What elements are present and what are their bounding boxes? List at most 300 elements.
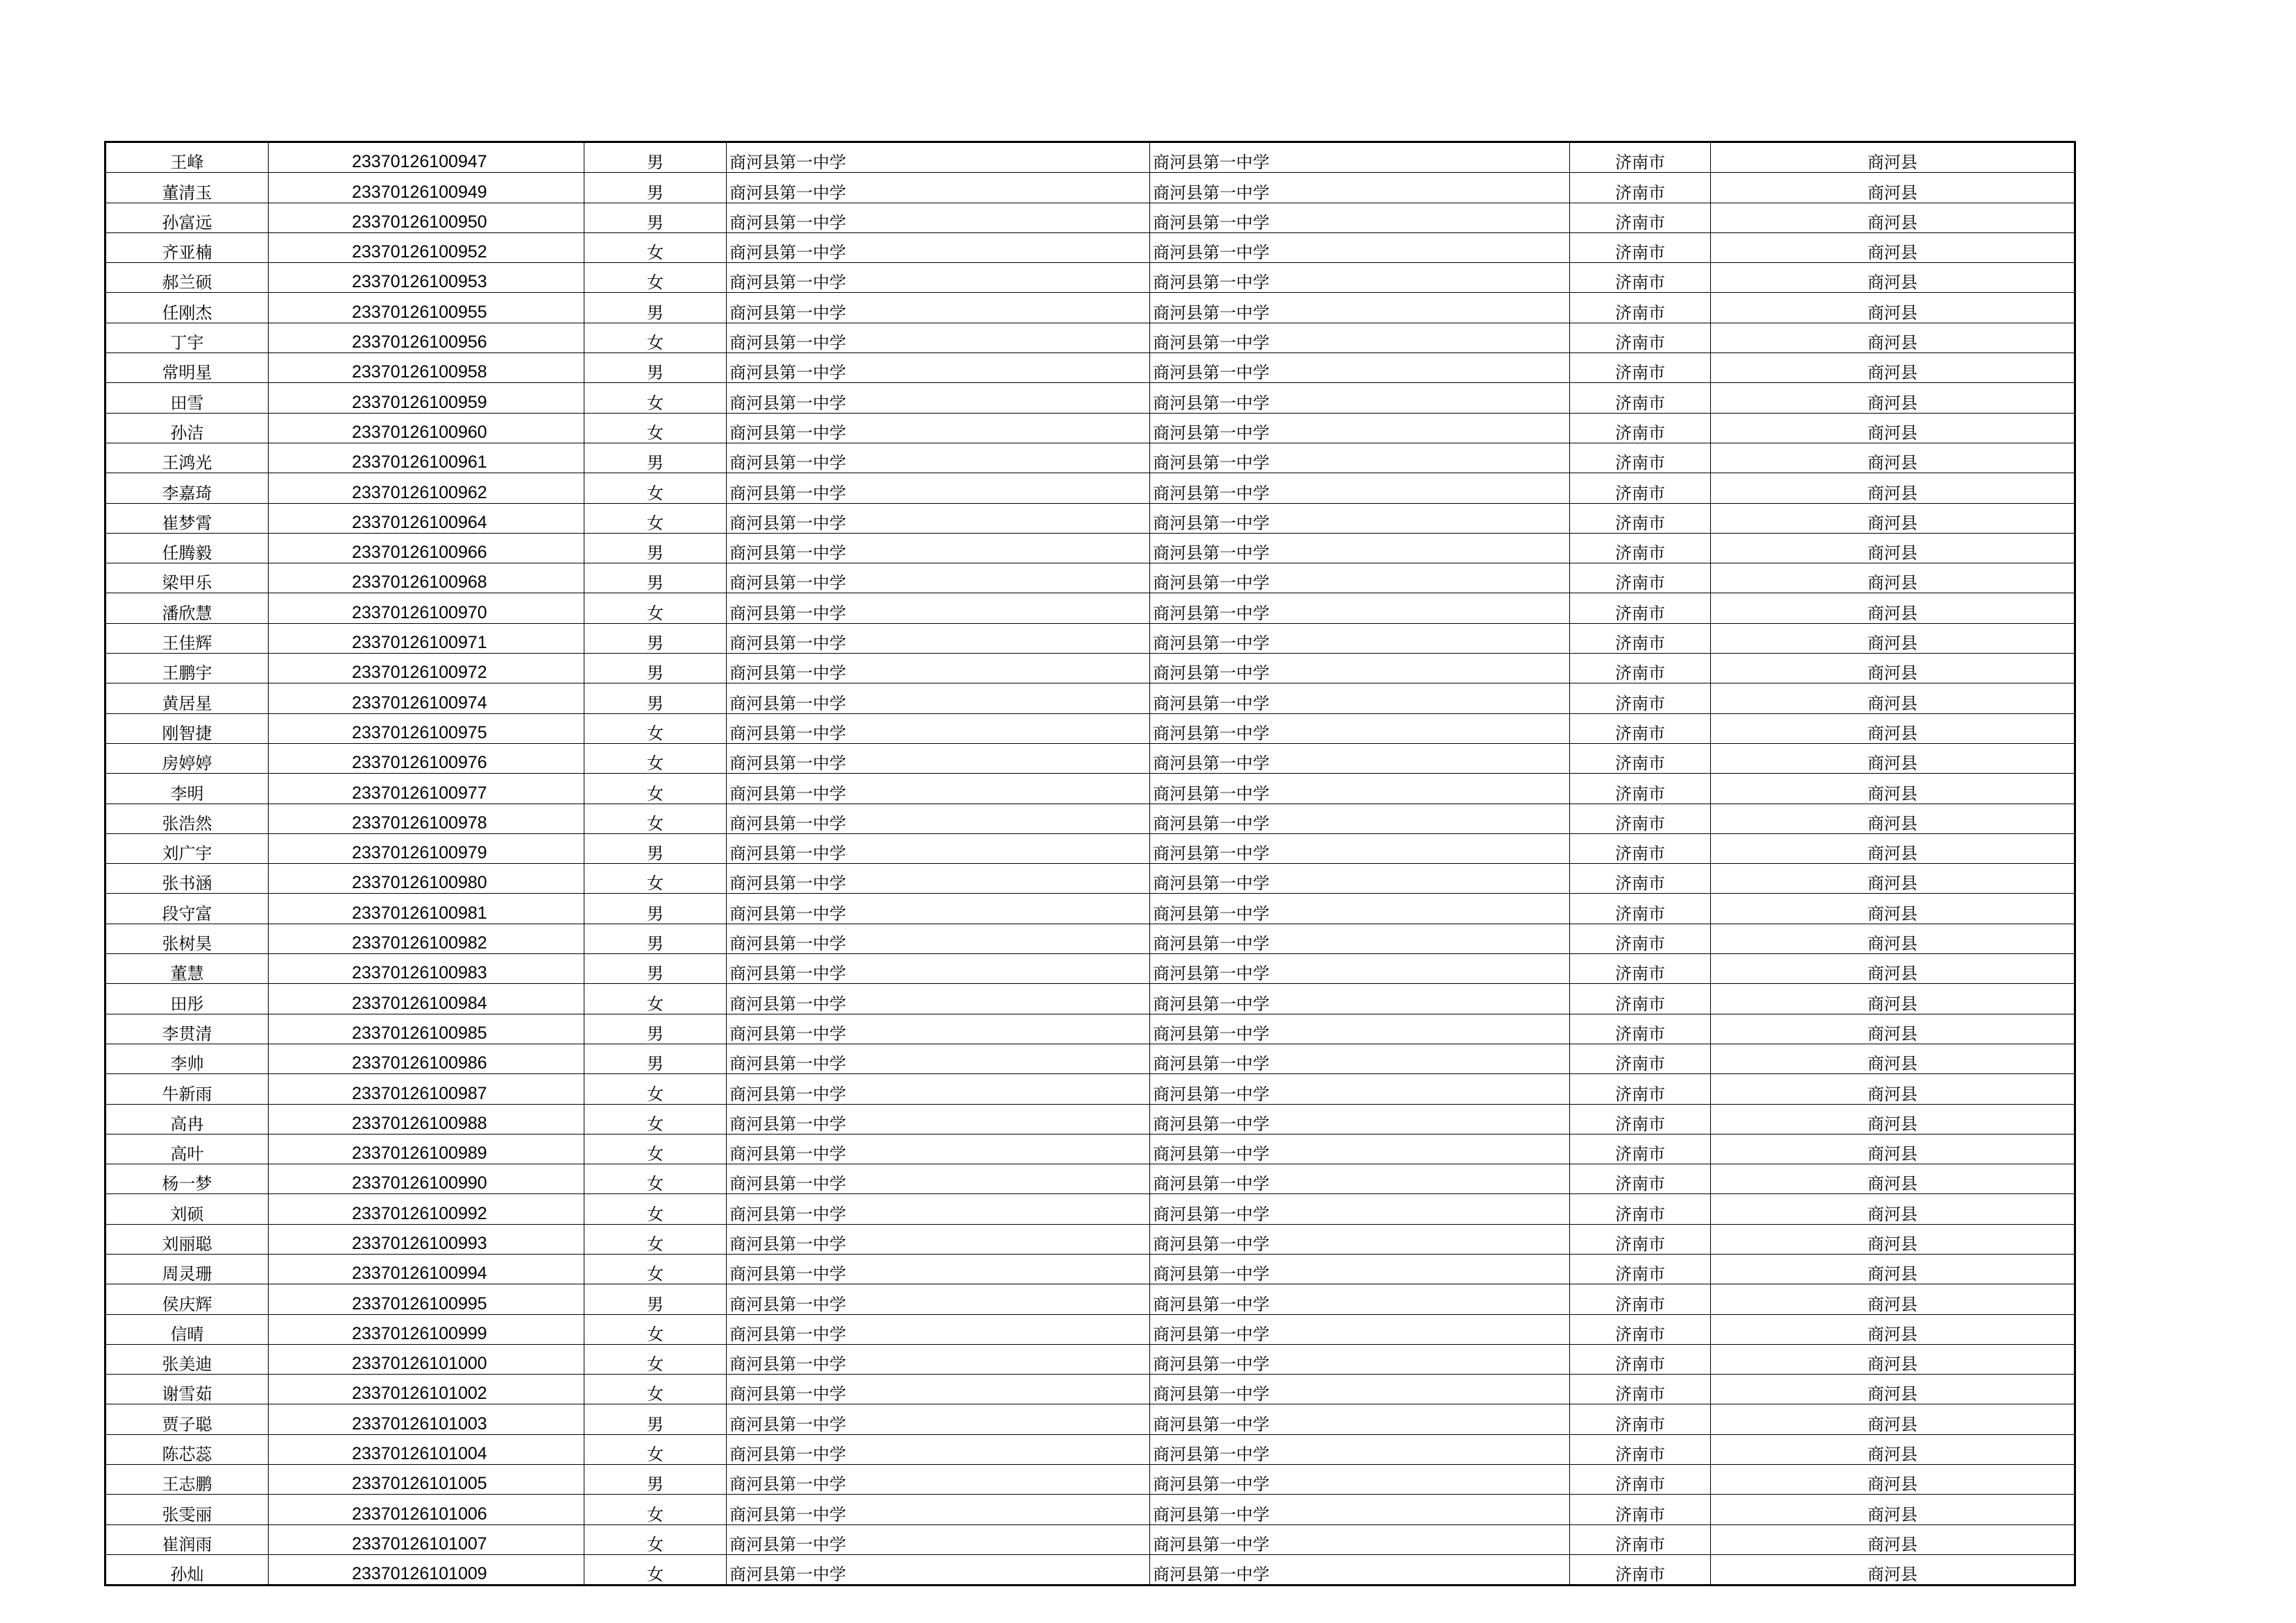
school-cell: 商河县第一中学	[727, 173, 1150, 203]
exam-school-cell: 商河县第一中学	[1150, 1224, 1570, 1254]
exam-number-cell: 23370126100988	[269, 1104, 584, 1134]
school-cell: 商河县第一中学	[727, 1224, 1150, 1254]
exam-school-cell: 商河县第一中学	[1150, 654, 1570, 683]
gender-cell: 男	[584, 623, 727, 653]
city-cell: 济南市	[1570, 533, 1711, 563]
table-row	[105, 173, 2075, 203]
city-cell: 济南市	[1570, 804, 1711, 833]
gender-cell: 女	[584, 743, 727, 773]
county-cell: 商河县	[1711, 142, 2075, 173]
exam-school-cell: 商河县第一中学	[1150, 894, 1570, 924]
county-cell: 商河县	[1711, 654, 2075, 683]
school-cell: 商河县第一中学	[727, 743, 1150, 773]
city-cell: 济南市	[1570, 203, 1711, 232]
table-row	[105, 713, 2075, 743]
exam-school-cell: 商河县第一中学	[1150, 804, 1570, 833]
exam-school-cell: 商河县第一中学	[1150, 1014, 1570, 1044]
student-name-cell: 张雯丽	[105, 1495, 269, 1524]
exam-school-cell: 商河县第一中学	[1150, 473, 1570, 503]
student-name-cell: 李嘉琦	[105, 473, 269, 503]
school-cell: 商河县第一中学	[727, 623, 1150, 653]
city-cell: 济南市	[1570, 353, 1711, 383]
exam-number-cell: 23370126100978	[269, 804, 584, 833]
school-cell: 商河县第一中学	[727, 804, 1150, 833]
gender-cell: 男	[584, 1014, 727, 1044]
county-cell: 商河县	[1711, 1404, 2075, 1434]
student-name-cell: 房婷婷	[105, 743, 269, 773]
table-row	[105, 1134, 2075, 1164]
county-cell: 商河县	[1711, 1164, 2075, 1194]
exam-school-cell: 商河县第一中学	[1150, 443, 1570, 473]
student-name-cell: 信晴	[105, 1314, 269, 1344]
city-cell: 济南市	[1570, 1524, 1711, 1554]
city-cell: 济南市	[1570, 1044, 1711, 1073]
school-cell: 商河县第一中学	[727, 713, 1150, 743]
student-name-cell: 董清玉	[105, 173, 269, 203]
city-cell: 济南市	[1570, 1284, 1711, 1314]
student-name-cell: 侯庆辉	[105, 1284, 269, 1314]
school-cell: 商河县第一中学	[727, 593, 1150, 623]
student-name-cell: 杨一梦	[105, 1164, 269, 1194]
exam-number-cell: 23370126101006	[269, 1495, 584, 1524]
exam-number-cell: 23370126100971	[269, 623, 584, 653]
exam-number-cell: 23370126100980	[269, 864, 584, 894]
student-name-cell: 潘欣慧	[105, 593, 269, 623]
school-cell: 商河县第一中学	[727, 1554, 1150, 1585]
city-cell: 济南市	[1570, 563, 1711, 593]
county-cell: 商河县	[1711, 383, 2075, 413]
student-name-cell: 崔梦霄	[105, 503, 269, 533]
student-name-cell: 周灵珊	[105, 1254, 269, 1284]
city-cell: 济南市	[1570, 1314, 1711, 1344]
city-cell: 济南市	[1570, 924, 1711, 953]
city-cell: 济南市	[1570, 1404, 1711, 1434]
table-row	[105, 232, 2075, 262]
county-cell: 商河县	[1711, 804, 2075, 833]
table-row	[105, 683, 2075, 713]
exam-number-cell: 23370126100949	[269, 173, 584, 203]
exam-number-cell: 23370126100961	[269, 443, 584, 473]
exam-school-cell: 商河县第一中学	[1150, 593, 1570, 623]
county-cell: 商河县	[1711, 473, 2075, 503]
gender-cell: 女	[584, 1524, 727, 1554]
table-row	[105, 1314, 2075, 1344]
city-cell: 济南市	[1570, 1134, 1711, 1164]
exam-school-cell: 商河县第一中学	[1150, 1284, 1570, 1314]
school-cell: 商河县第一中学	[727, 263, 1150, 293]
school-cell: 商河县第一中学	[727, 1495, 1150, 1524]
exam-number-cell: 23370126100994	[269, 1254, 584, 1284]
gender-cell: 男	[584, 533, 727, 563]
county-cell: 商河县	[1711, 623, 2075, 653]
school-cell: 商河县第一中学	[727, 1134, 1150, 1164]
student-name-cell: 刘广宇	[105, 833, 269, 863]
student-list-sheet	[104, 141, 2074, 1586]
gender-cell: 男	[584, 203, 727, 232]
school-cell: 商河县第一中学	[727, 654, 1150, 683]
exam-school-cell: 商河县第一中学	[1150, 1495, 1570, 1524]
city-cell: 济南市	[1570, 323, 1711, 352]
table-row	[105, 1284, 2075, 1314]
county-cell: 商河县	[1711, 1074, 2075, 1104]
gender-cell: 女	[584, 1254, 727, 1284]
exam-number-cell: 23370126101002	[269, 1375, 584, 1404]
gender-cell: 男	[584, 1404, 727, 1434]
student-name-cell: 孙富远	[105, 203, 269, 232]
student-name-cell: 董慧	[105, 954, 269, 984]
student-name-cell: 张树昊	[105, 924, 269, 953]
table-row	[105, 1194, 2075, 1224]
city-cell: 济南市	[1570, 1465, 1711, 1495]
city-cell: 济南市	[1570, 683, 1711, 713]
table-row	[105, 293, 2075, 323]
county-cell: 商河县	[1711, 1344, 2075, 1374]
student-name-cell: 田彤	[105, 984, 269, 1014]
county-cell: 商河县	[1711, 1224, 2075, 1254]
city-cell: 济南市	[1570, 833, 1711, 863]
exam-school-cell: 商河县第一中学	[1150, 774, 1570, 804]
city-cell: 济南市	[1570, 173, 1711, 203]
student-name-cell: 李帅	[105, 1044, 269, 1073]
exam-number-cell: 23370126100962	[269, 473, 584, 503]
table-body	[105, 142, 2075, 1586]
school-cell: 商河县第一中学	[727, 864, 1150, 894]
exam-number-cell: 23370126101004	[269, 1434, 584, 1464]
table-row	[105, 533, 2075, 563]
exam-school-cell: 商河县第一中学	[1150, 173, 1570, 203]
gender-cell: 女	[584, 774, 727, 804]
exam-school-cell: 商河县第一中学	[1150, 1104, 1570, 1134]
city-cell: 济南市	[1570, 232, 1711, 262]
gender-cell: 女	[584, 1554, 727, 1585]
gender-cell: 男	[584, 142, 727, 173]
gender-cell: 女	[584, 232, 727, 262]
city-cell: 济南市	[1570, 473, 1711, 503]
student-name-cell: 刘丽聪	[105, 1224, 269, 1254]
exam-school-cell: 商河县第一中学	[1150, 1254, 1570, 1284]
exam-school-cell: 商河县第一中学	[1150, 864, 1570, 894]
exam-number-cell: 23370126100985	[269, 1014, 584, 1044]
school-cell: 商河县第一中学	[727, 383, 1150, 413]
gender-cell: 女	[584, 1074, 727, 1104]
city-cell: 济南市	[1570, 654, 1711, 683]
exam-school-cell: 商河县第一中学	[1150, 713, 1570, 743]
county-cell: 商河县	[1711, 533, 2075, 563]
county-cell: 商河县	[1711, 1375, 2075, 1404]
exam-number-cell: 23370126100964	[269, 503, 584, 533]
exam-number-cell: 23370126100987	[269, 1074, 584, 1104]
city-cell: 济南市	[1570, 1104, 1711, 1134]
gender-cell: 女	[584, 1104, 727, 1134]
county-cell: 商河县	[1711, 1465, 2075, 1495]
table-row	[105, 353, 2075, 383]
gender-cell: 男	[584, 924, 727, 953]
city-cell: 济南市	[1570, 443, 1711, 473]
student-name-cell: 段守富	[105, 894, 269, 924]
student-name-cell: 郝兰硕	[105, 263, 269, 293]
table-row	[105, 864, 2075, 894]
exam-number-cell: 23370126100989	[269, 1134, 584, 1164]
table-row	[105, 833, 2075, 863]
table-row	[105, 1524, 2075, 1554]
exam-school-cell: 商河县第一中学	[1150, 383, 1570, 413]
table-row	[105, 1404, 2075, 1434]
county-cell: 商河县	[1711, 1044, 2075, 1073]
table-row	[105, 413, 2075, 443]
student-name-cell: 常明星	[105, 353, 269, 383]
county-cell: 商河县	[1711, 1254, 2075, 1284]
county-cell: 商河县	[1711, 924, 2075, 953]
table-row	[105, 1344, 2075, 1374]
gender-cell: 女	[584, 1344, 727, 1374]
exam-number-cell: 23370126100972	[269, 654, 584, 683]
school-cell: 商河县第一中学	[727, 1434, 1150, 1464]
table-row	[105, 954, 2075, 984]
county-cell: 商河县	[1711, 413, 2075, 443]
gender-cell: 女	[584, 984, 727, 1014]
city-cell: 济南市	[1570, 774, 1711, 804]
table-row	[105, 804, 2075, 833]
table-row	[105, 1224, 2075, 1254]
school-cell: 商河县第一中学	[727, 1044, 1150, 1073]
school-cell: 商河县第一中学	[727, 1014, 1150, 1044]
school-cell: 商河县第一中学	[727, 503, 1150, 533]
student-name-cell: 丁宇	[105, 323, 269, 352]
school-cell: 商河县第一中学	[727, 473, 1150, 503]
exam-number-cell: 23370126100970	[269, 593, 584, 623]
school-cell: 商河县第一中学	[727, 1344, 1150, 1374]
county-cell: 商河县	[1711, 1194, 2075, 1224]
table-row	[105, 142, 2075, 173]
exam-number-cell: 23370126100983	[269, 954, 584, 984]
student-name-cell: 张浩然	[105, 804, 269, 833]
exam-school-cell: 商河县第一中学	[1150, 954, 1570, 984]
table-row	[105, 503, 2075, 533]
school-cell: 商河县第一中学	[727, 683, 1150, 713]
student-name-cell: 陈芯蕊	[105, 1434, 269, 1464]
table-row	[105, 654, 2075, 683]
gender-cell: 女	[584, 1434, 727, 1464]
city-cell: 济南市	[1570, 293, 1711, 323]
student-name-cell: 王鸿光	[105, 443, 269, 473]
exam-school-cell: 商河县第一中学	[1150, 353, 1570, 383]
county-cell: 商河县	[1711, 323, 2075, 352]
exam-number-cell: 23370126100976	[269, 743, 584, 773]
gender-cell: 男	[584, 654, 727, 683]
county-cell: 商河县	[1711, 1434, 2075, 1464]
school-cell: 商河县第一中学	[727, 894, 1150, 924]
school-cell: 商河县第一中学	[727, 1524, 1150, 1554]
exam-number-cell: 23370126100995	[269, 1284, 584, 1314]
city-cell: 济南市	[1570, 1344, 1711, 1374]
school-cell: 商河县第一中学	[727, 1375, 1150, 1404]
school-cell: 商河县第一中学	[727, 533, 1150, 563]
student-name-cell: 李贯清	[105, 1014, 269, 1044]
exam-number-cell: 23370126100975	[269, 713, 584, 743]
exam-school-cell: 商河县第一中学	[1150, 924, 1570, 953]
gender-cell: 女	[584, 503, 727, 533]
exam-school-cell: 商河县第一中学	[1150, 743, 1570, 773]
student-name-cell: 刘硕	[105, 1194, 269, 1224]
exam-school-cell: 商河县第一中学	[1150, 413, 1570, 443]
gender-cell: 女	[584, 1495, 727, 1524]
gender-cell: 男	[584, 1044, 727, 1073]
city-cell: 济南市	[1570, 263, 1711, 293]
city-cell: 济南市	[1570, 1254, 1711, 1284]
table-row	[105, 743, 2075, 773]
county-cell: 商河县	[1711, 984, 2075, 1014]
table-row	[105, 1554, 2075, 1585]
gender-cell: 女	[584, 1194, 727, 1224]
table-row	[105, 1014, 2075, 1044]
exam-school-cell: 商河县第一中学	[1150, 1554, 1570, 1585]
school-cell: 商河县第一中学	[727, 1164, 1150, 1194]
city-cell: 济南市	[1570, 1375, 1711, 1404]
county-cell: 商河县	[1711, 173, 2075, 203]
student-name-cell: 刚智捷	[105, 713, 269, 743]
student-name-cell: 田雪	[105, 383, 269, 413]
exam-school-cell: 商河县第一中学	[1150, 293, 1570, 323]
city-cell: 济南市	[1570, 984, 1711, 1014]
county-cell: 商河县	[1711, 563, 2075, 593]
table-row	[105, 473, 2075, 503]
city-cell: 济南市	[1570, 864, 1711, 894]
exam-school-cell: 商河县第一中学	[1150, 683, 1570, 713]
student-name-cell: 崔润雨	[105, 1524, 269, 1554]
gender-cell: 男	[584, 1284, 727, 1314]
exam-school-cell: 商河县第一中学	[1150, 232, 1570, 262]
county-cell: 商河县	[1711, 593, 2075, 623]
exam-number-cell: 23370126100959	[269, 383, 584, 413]
exam-school-cell: 商河县第一中学	[1150, 833, 1570, 863]
exam-school-cell: 商河县第一中学	[1150, 1134, 1570, 1164]
student-name-cell: 任腾毅	[105, 533, 269, 563]
exam-school-cell: 商河县第一中学	[1150, 533, 1570, 563]
exam-number-cell: 23370126101007	[269, 1524, 584, 1554]
exam-school-cell: 商河县第一中学	[1150, 1344, 1570, 1374]
gender-cell: 男	[584, 443, 727, 473]
table-row	[105, 263, 2075, 293]
student-name-cell: 梁甲乐	[105, 563, 269, 593]
gender-cell: 女	[584, 804, 727, 833]
school-cell: 商河县第一中学	[727, 833, 1150, 863]
exam-school-cell: 商河县第一中学	[1150, 503, 1570, 533]
gender-cell: 女	[584, 1375, 727, 1404]
school-cell: 商河县第一中学	[727, 774, 1150, 804]
school-cell: 商河县第一中学	[727, 203, 1150, 232]
county-cell: 商河县	[1711, 1134, 2075, 1164]
county-cell: 商河县	[1711, 1495, 2075, 1524]
county-cell: 商河县	[1711, 713, 2075, 743]
city-cell: 济南市	[1570, 1554, 1711, 1585]
county-cell: 商河县	[1711, 1314, 2075, 1344]
gender-cell: 女	[584, 473, 727, 503]
county-cell: 商河县	[1711, 894, 2075, 924]
county-cell: 商河县	[1711, 293, 2075, 323]
school-cell: 商河县第一中学	[727, 293, 1150, 323]
school-cell: 商河县第一中学	[727, 353, 1150, 383]
city-cell: 济南市	[1570, 894, 1711, 924]
student-name-cell: 高叶	[105, 1134, 269, 1164]
city-cell: 济南市	[1570, 623, 1711, 653]
gender-cell: 女	[584, 713, 727, 743]
table-row	[105, 623, 2075, 653]
exam-number-cell: 23370126100956	[269, 323, 584, 352]
exam-school-cell: 商河县第一中学	[1150, 1044, 1570, 1073]
exam-number-cell: 23370126100977	[269, 774, 584, 804]
table-row	[105, 1164, 2075, 1194]
exam-school-cell: 商河县第一中学	[1150, 1375, 1570, 1404]
exam-number-cell: 23370126101000	[269, 1344, 584, 1374]
gender-cell: 男	[584, 1465, 727, 1495]
table-row	[105, 563, 2075, 593]
school-cell: 商河县第一中学	[727, 984, 1150, 1014]
school-cell: 商河县第一中学	[727, 1104, 1150, 1134]
school-cell: 商河县第一中学	[727, 1314, 1150, 1344]
exam-number-cell: 23370126100953	[269, 263, 584, 293]
city-cell: 济南市	[1570, 1434, 1711, 1464]
exam-number-cell: 23370126100955	[269, 293, 584, 323]
school-cell: 商河县第一中学	[727, 1404, 1150, 1434]
exam-number-cell: 23370126100993	[269, 1224, 584, 1254]
exam-school-cell: 商河县第一中学	[1150, 563, 1570, 593]
exam-number-cell: 23370126100974	[269, 683, 584, 713]
exam-school-cell: 商河县第一中学	[1150, 1164, 1570, 1194]
school-cell: 商河县第一中学	[727, 1254, 1150, 1284]
exam-number-cell: 23370126100960	[269, 413, 584, 443]
table-row	[105, 593, 2075, 623]
exam-school-cell: 商河县第一中学	[1150, 1194, 1570, 1224]
city-cell: 济南市	[1570, 1495, 1711, 1524]
exam-number-cell: 23370126101003	[269, 1404, 584, 1434]
school-cell: 商河县第一中学	[727, 142, 1150, 173]
exam-school-cell: 商河县第一中学	[1150, 623, 1570, 653]
student-name-cell: 孙洁	[105, 413, 269, 443]
gender-cell: 女	[584, 323, 727, 352]
student-name-cell: 孙灿	[105, 1554, 269, 1585]
student-name-cell: 贾子聪	[105, 1404, 269, 1434]
exam-number-cell: 23370126100990	[269, 1164, 584, 1194]
county-cell: 商河县	[1711, 774, 2075, 804]
gender-cell: 女	[584, 864, 727, 894]
exam-number-cell: 23370126100966	[269, 533, 584, 563]
table-row	[105, 924, 2075, 953]
exam-number-cell: 23370126100950	[269, 203, 584, 232]
exam-number-cell: 23370126101005	[269, 1465, 584, 1495]
county-cell: 商河县	[1711, 203, 2075, 232]
exam-number-cell: 23370126100999	[269, 1314, 584, 1344]
school-cell: 商河县第一中学	[727, 232, 1150, 262]
county-cell: 商河县	[1711, 232, 2075, 262]
exam-number-cell: 23370126100981	[269, 894, 584, 924]
table-row	[105, 383, 2075, 413]
student-name-cell: 高冉	[105, 1104, 269, 1134]
student-name-cell: 黄居星	[105, 683, 269, 713]
exam-school-cell: 商河县第一中学	[1150, 1074, 1570, 1104]
school-cell: 商河县第一中学	[727, 413, 1150, 443]
student-name-cell: 张书涵	[105, 864, 269, 894]
student-name-cell: 王志鹏	[105, 1465, 269, 1495]
exam-school-cell: 商河县第一中学	[1150, 1404, 1570, 1434]
table-row	[105, 443, 2075, 473]
school-cell: 商河县第一中学	[727, 563, 1150, 593]
gender-cell: 男	[584, 563, 727, 593]
gender-cell: 女	[584, 263, 727, 293]
exam-school-cell: 商河县第一中学	[1150, 1434, 1570, 1464]
city-cell: 济南市	[1570, 413, 1711, 443]
school-cell: 商河县第一中学	[727, 323, 1150, 352]
gender-cell: 男	[584, 954, 727, 984]
